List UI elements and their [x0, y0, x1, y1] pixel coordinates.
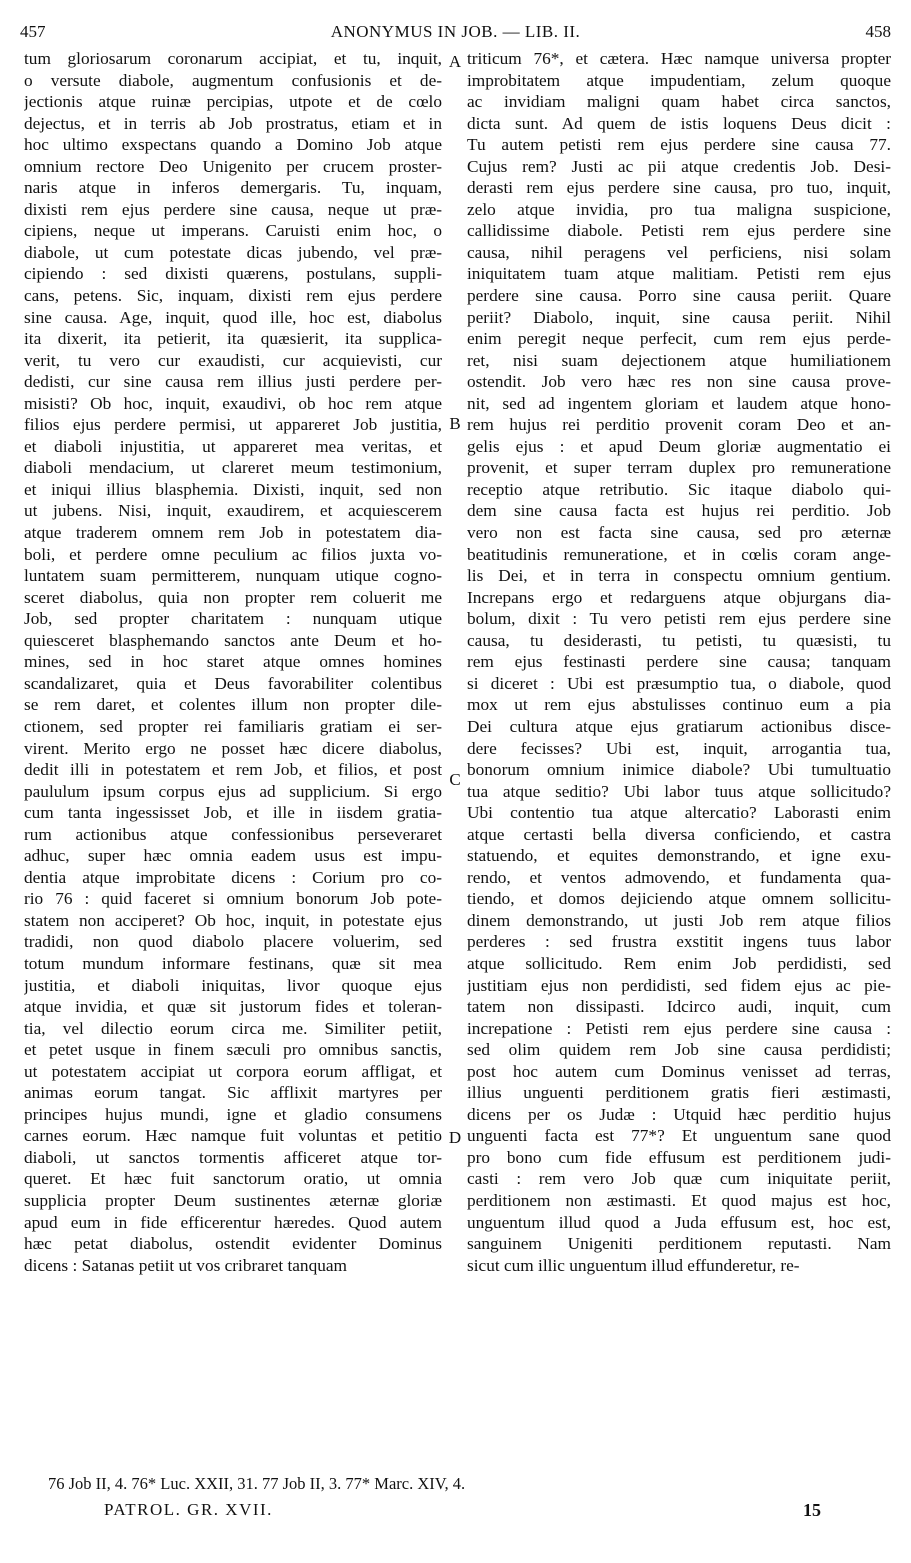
- text-line: bolum, dixit : Tu vero petisti rem ejus perdere sine: [467, 609, 891, 629]
- text-line: perderes : sed frustra exstitit ingens tuus labor: [467, 932, 891, 952]
- text-line: o versute diabole, augmentum confusionis et de-: [24, 70, 442, 90]
- text-line: apud eum in fide efficerentur hæredes. Quod autem: [24, 1212, 442, 1232]
- footnotes: 76 Job II, 4. 76* Luc. XXII, 31. 77 Job II, 3. 77* Marc. XIV, 4.: [48, 1474, 466, 1493]
- text-line: principes hujus mundi, igne et gladio consumens: [24, 1104, 442, 1124]
- text-line: virent. Merito ergo ne posset hæc dicere diabolus,: [24, 738, 442, 758]
- text-line: verit, tu vero cur exaudisti, cur acquievisti, cur: [24, 350, 442, 370]
- text-line: naris atque in inferos demergaris. Tu, inquam,: [24, 178, 442, 198]
- text-line: periit? Diabolo, inquit, sine causa periit. Nihil: [467, 307, 891, 327]
- text-line: hæc petat diabolus, ostendit evidenter Dominus: [24, 1234, 442, 1254]
- text-line: tatem non dissipasti. Idcirco audi, inquit, cum: [467, 997, 891, 1017]
- left-column: [24, 48, 442, 1276]
- text-line: ut potestatem accipiat ut corpora eorum affligat, et: [24, 1061, 442, 1081]
- text-line: improbitatem atque impudentiam, zelum quoque: [467, 70, 891, 90]
- text-line: causa, nihil peragens vel perficiens, nisi solam: [467, 242, 891, 262]
- text-line: justitia, et diaboli iniquitas, livor quoque ejus: [24, 975, 442, 995]
- text-line: dinem demonstrando, ut justi Job rem atque filios: [467, 910, 891, 930]
- text-line: perditionem non æstimasti. Et quod majus est hoc,: [467, 1190, 891, 1210]
- running-title: ANONYMUS IN JOB. — LIB. II.: [330, 22, 581, 41]
- text-line: se rem daret, et colentes illum non propter dile-: [24, 695, 442, 715]
- text-line: justitiam ejus non perdidisti, sed fidem ejus ac pie-: [467, 975, 891, 995]
- series-footer: PATROL. GR. XVII.: [104, 1500, 273, 1519]
- text-line: omnium rectore Deo Unigenito per crucem proster-: [24, 156, 442, 176]
- text-line: hoc ultimo exspectans quando a Domino Job atque: [24, 135, 442, 155]
- margin-marker-a: A: [448, 52, 462, 71]
- text-line: beatitudinis remuneratione, et in cœlis coram ange-: [467, 544, 891, 564]
- text-line: adhuc, super hæc omnia eadem usus est impu-: [24, 846, 442, 866]
- text-line: boli, et perdere omne peculium ac filios juxta vo-: [24, 544, 442, 564]
- text-line: totum mundum informare festinans, quæ sit mea: [24, 953, 442, 973]
- text-line: sine causa. Age, inquit, quod ille, hoc est, diabolus: [24, 307, 442, 327]
- text-line: dicens : Satanas petiit ut vos cribraret tanquam: [24, 1255, 347, 1275]
- text-line: sicut cum illic unguentum illud effunderetur, re-: [467, 1255, 800, 1275]
- text-line: ita dixerit, ita petierit, ita quæsierit, ita supplica-: [24, 329, 442, 349]
- text-line: diabole, ut cum potestate dicas jubendo, vel præ-: [24, 242, 442, 262]
- running-head: [20, 22, 891, 48]
- page-number-right: 458: [865, 22, 891, 41]
- text-line: tum gloriosarum coronarum accipiat, et tu, inquit,: [24, 49, 442, 68]
- right-column: [467, 48, 891, 1276]
- text-line: dedit illi in potestatem et rem Job, et filios, et post: [24, 760, 442, 780]
- text-line: statuendo, et equites demonstrando, et igne exu-: [467, 846, 891, 866]
- text-line: rio 76 : quid faceret si omnium bonorum Job pote-: [24, 889, 442, 909]
- text-line: diaboli, ut sanctos tormentis afficeret atque tor-: [24, 1147, 442, 1167]
- text-line: dicens per os Judæ : Utquid hæc perditio hujus: [467, 1104, 891, 1124]
- text-line: sed olim quidem rem Job sine causa perdidisti;: [467, 1040, 891, 1060]
- text-line: dicta sunt. Ad quem de istis loquens Deus dicit :: [467, 113, 891, 133]
- text-line: Cujus rem? Justi ac pii atque credentis Job. Desi-: [467, 156, 891, 176]
- text-line: Tu autem petisti rem ejus perdere sine causa 77.: [467, 135, 891, 155]
- text-line: dem sine causa facta est hujus rei perditio. Job: [467, 501, 891, 521]
- text-line: perdere sine causa. Porro sine causa periit. Quare: [467, 286, 891, 306]
- text-line: tiendo, et domos dejiciendo atque omnem sollicitu-: [467, 889, 891, 909]
- text-line: luntatem suam permitterem, nunquam utique cogno-: [24, 566, 442, 586]
- text-line: et iniqui illius blasphemia. Dixisti, inquit, sed non: [24, 479, 442, 499]
- text-line: post hoc autem cum Dominus venisset ad terras,: [467, 1061, 891, 1081]
- text-line: triticum 76*, et cætera. Hæc namque universa propter: [467, 49, 891, 68]
- text-line: vero non est facta sine causa, sed pro æternæ: [467, 523, 891, 543]
- text-line: et petet usque in finem sæculi pro omnibus sanctis,: [24, 1040, 442, 1060]
- text-line: dentia atque improbitate dicens : Corium pro co-: [24, 867, 442, 887]
- text-line: dere fecisses? Ubi est, inquit, arrogantia tua,: [467, 738, 891, 758]
- text-line: scandalizaret, quia et Deus favorabiliter colentibus: [24, 673, 442, 693]
- text-line: dedisti, cur sine causa rem illius justi perdere per-: [24, 372, 442, 392]
- text-line: dejectus, et in terris ab Job prostratus, etiam et in: [24, 113, 442, 133]
- text-line: paululum ipsum corpus ejus ad supplicium. Si ergo: [24, 781, 442, 801]
- text-line: ret, nisi suam dejectionem atque humiliationem: [467, 350, 891, 370]
- text-line: enim peregit neque perfecit, cum rem ejus perde-: [467, 329, 891, 349]
- text-line: quiesceret blasphemando sanctos ante Deum et ho-: [24, 630, 442, 650]
- text-line: rem hujus rei perditio provenit coram Deo et an-: [467, 415, 891, 435]
- text-line: rum actionibus atque confessionibus perseveraret: [24, 824, 442, 844]
- text-line: bonorum omnium inimice diabole? Ubi tumultuatio: [467, 760, 891, 780]
- margin-marker-d: D: [448, 1128, 462, 1147]
- text-line: et diaboli injustitia, ut appareret mea veritas, et: [24, 436, 442, 456]
- text-line: supplicia propter Deum sustinentes æternæ gloriæ: [24, 1190, 442, 1210]
- page-number-left: 457: [20, 22, 46, 41]
- text-line: ut jubens. Nisi, inquit, exaudirem, et acquiescerem: [24, 501, 442, 521]
- text-line: receptio atque retributio. Sic itaque diabolo qui-: [467, 479, 891, 499]
- text-line: statem non acciperet? Ob hoc, inquit, in potestate ejus: [24, 910, 442, 930]
- text-line: tua atque seditio? Ubi labor tuus atque sollicitudo?: [467, 781, 891, 801]
- text-line: Job, sed propter charitatem : nunquam utique: [24, 609, 442, 629]
- text-line: Ubi contentio tua atque altercatio? Laborasti enim: [467, 803, 891, 823]
- text-line: unguentum illud quod a Juda effusum est, hoc est,: [467, 1212, 891, 1232]
- text-line: filios ejus perdere permisi, ut appareret Job justitia,: [24, 415, 442, 435]
- text-line: jectionis atque ruinæ percipias, utpote et de cœlo: [24, 92, 442, 112]
- text-line: unguenti facta est 77*? Et unguentum sane quod: [467, 1126, 891, 1146]
- text-line: mox ut rem ejus abstulisses continuo eum a pia: [467, 695, 891, 715]
- text-line: derasti rem ejus perdere sine causa, pro tuo, inquit,: [467, 178, 891, 198]
- text-line: Increpans ergo et redarguens atque objurgans dia-: [467, 587, 891, 607]
- text-line: atque traderem omnem rem Job in potestatem dia-: [24, 523, 442, 543]
- margin-marker-b: B: [449, 414, 461, 433]
- text-line: atque invidia, et quæ sit justorum fides et toleran-: [24, 997, 442, 1017]
- text-line: misisti? Ob hoc, inquit, exaudivi, ob hoc rem atque: [24, 393, 442, 413]
- text-line: mines, sed in hoc staret atque omnes homines: [24, 652, 442, 672]
- text-line: provenit, et super terram duplex pro remuneratione: [467, 458, 891, 478]
- signature-number: 15: [803, 1500, 821, 1520]
- text-line: causa, tu desiderasti, tu petisti, tu quæsisti, tu: [467, 630, 891, 650]
- text-line: ctionem, sed propter rei familiaris gratiam ei ser-: [24, 716, 442, 736]
- text-line: atque certasti bella diversa conficiendo, et castra: [467, 824, 891, 844]
- text-line: tradidi, non quod diabolo placere voluerim, sed: [24, 932, 442, 952]
- text-line: cans, petens. Sic, inquam, dixisti rem ejus perdere: [24, 286, 442, 306]
- text-line: gelis ejus : et apud Deum gloriæ augmentatio ei: [467, 436, 891, 456]
- text-line: cipiens, neque ut imperans. Caruisti enim hoc, o: [24, 221, 442, 241]
- text-line: illius unguenti perditionem gratis fieri æstimasti,: [467, 1083, 891, 1103]
- text-line: iniquitatem tuam atque malitiam. Petisti rem ejus: [467, 264, 891, 284]
- text-line: rendo, et ventos admovendo, et fundamenta qua-: [467, 867, 891, 887]
- text-line: carnes eorum. Hæc namque fuit voluntas et petitio: [24, 1126, 442, 1146]
- text-line: dixisti rem ejus perdere sine causa, neque ut præ-: [24, 199, 442, 219]
- text-line: cum tanta ingessisset Job, et ille in iisdem gratia-: [24, 803, 442, 823]
- text-line: sceret diabolus, quia non propter rem coluerit me: [24, 587, 442, 607]
- text-line: Dei cultura atque ejus gratiarum actionibus disce-: [467, 716, 891, 736]
- text-line: ostendit. Job vero hæc res non sine causa prove-: [467, 372, 891, 392]
- text-line: lis Dei, et in terra in conspectu omnium gentium.: [467, 566, 891, 586]
- text-line: cipiendo : sed dixisti quærens, postulans, suppli-: [24, 264, 442, 284]
- text-line: nit, sed ad ingentem gloriam et laudem atque hono-: [467, 393, 891, 413]
- text-line: pro bono cum fide effusum est perditionem judi-: [467, 1147, 891, 1167]
- text-line: queret. Et hæc fuit sanctorum oratio, ut omnia: [24, 1169, 442, 1189]
- text-line: callidissime diabole. Petisti rem ejus perdere sine: [467, 221, 891, 241]
- text-line: casti : rem vero Job quæ cum iniquitate periit,: [467, 1169, 891, 1189]
- text-line: diaboli mendacium, ut clareret meum testimonium,: [24, 458, 442, 478]
- text-line: si diceret : Ubi est præsumptio tua, o diabole, quod: [467, 673, 891, 693]
- text-line: zelo atque invidia, pro tua maligna suspicione,: [467, 199, 891, 219]
- text-line: increpatione : Petisti rem ejus perdere sine causa :: [467, 1018, 891, 1038]
- text-line: atque sollicitudo. Rem enim Job perdidisti, sed: [467, 953, 891, 973]
- text-line: tia, vel dilectio eorum circa me. Similiter petiit,: [24, 1018, 442, 1038]
- text-line: animas eorum tangat. Sic afflixit martyres per: [24, 1083, 442, 1103]
- margin-marker-c: C: [449, 770, 461, 789]
- text-line: sanguinem Unigeniti perditionem reputasti. Nam: [467, 1234, 891, 1254]
- text-line: rem ejus festinasti perdere sine causa; tanquam: [467, 652, 891, 672]
- text-line: ac invidiam maligni quam habet circa sanctos,: [467, 92, 891, 112]
